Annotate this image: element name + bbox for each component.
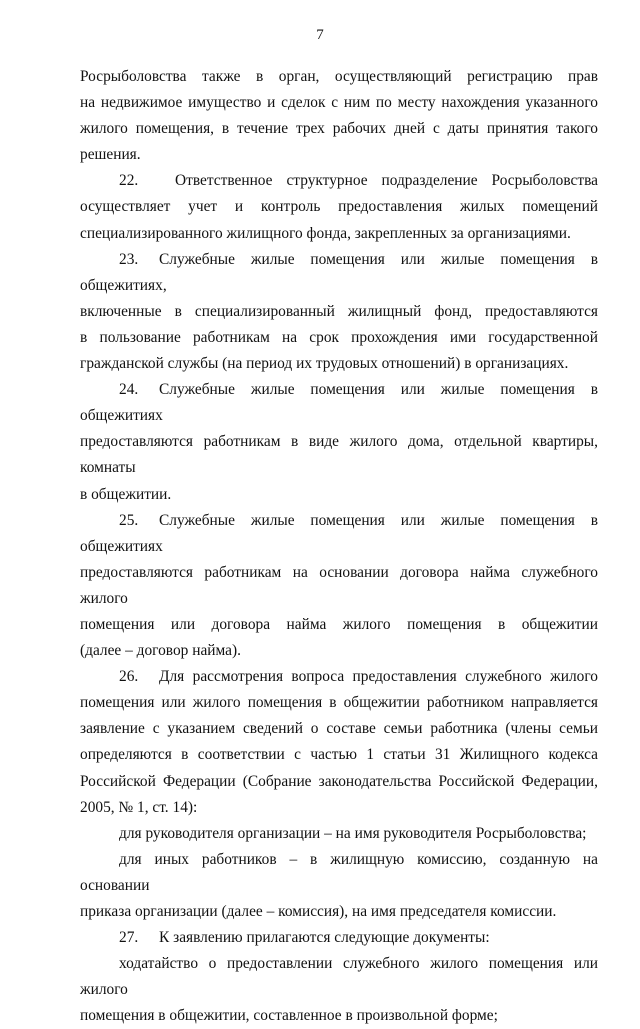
text-line: (далее – договор найма). <box>80 642 241 660</box>
paragraph-number: 25. <box>119 511 139 529</box>
text-line <box>80 925 598 951</box>
paragraph-number: 23. <box>119 250 139 268</box>
text-line: для руководителя организации – на имя руководителя Росрыболовства; <box>119 824 587 842</box>
text-line: определяются в соответствии с частью 1 статьи 31 Жилищного кодекса <box>80 746 598 764</box>
text-line: предоставляются работникам в виде жилого дома, отдельной квартиры, комнаты <box>80 433 598 477</box>
text-line <box>80 377 598 429</box>
paragraph-number: 24. <box>119 381 139 399</box>
paragraph <box>80 821 598 847</box>
paragraph <box>80 847 598 925</box>
text-line: заявление с указанием сведений о составе семьи работника (члены семьи <box>80 720 598 738</box>
paragraph-number: 27. <box>119 929 139 947</box>
text-line <box>80 508 598 560</box>
text-fragment: Для рассмотрения вопроса предоставления служебного жилого <box>159 668 598 686</box>
paragraph <box>80 64 598 168</box>
paragraph <box>80 168 598 246</box>
text-line: предоставляются работникам на основании договора найма служебного жилого <box>80 563 598 607</box>
text-line: Российской Федерации (Собрание законодательства Российской Федерации, <box>80 772 598 790</box>
text-line: специализированного жилищного фонда, закрепленных за организациями. <box>80 224 571 242</box>
page-number: 7 <box>316 27 324 43</box>
paragraph <box>80 664 598 821</box>
document-body <box>80 64 598 1029</box>
text-line: помещения или договора найма жилого помещения в общежитии <box>80 615 598 633</box>
text-line: на недвижимое имущество и сделок с ним по месту нахождения указанного <box>80 94 598 112</box>
text-line: помещения в общежитии, составленное в произвольной форме; <box>80 1007 498 1025</box>
text-line: помещения или жилого помещения в общежитии работником направляется <box>80 694 598 712</box>
text-fragment: Служебные жилые помещения или жилые помещения в общежитиях, <box>80 250 598 294</box>
text-line: гражданской службы (на период их трудовых отношений) в организациях. <box>80 355 569 373</box>
paragraph-number: 26. <box>119 668 139 686</box>
text-fragment: К заявлению прилагаются следующие документы: <box>159 929 490 947</box>
paragraph <box>80 247 598 377</box>
paragraph-number: 22. <box>119 172 139 190</box>
text-line: решения. <box>80 146 141 164</box>
paragraph <box>80 925 598 951</box>
text-line <box>80 664 598 690</box>
text-line: включенные в специализированный жилищный фонд, предоставляются <box>80 302 598 320</box>
text-line: в общежитии. <box>80 485 172 503</box>
text-fragment: Служебные жилые помещения или жилые помещения в общежитиях <box>80 381 598 425</box>
text-line: приказа организации (далее – комиссия), на имя председателя комиссии. <box>80 903 557 920</box>
text-fragment: Ответственное структурное подразделение Росрыболовства <box>175 172 598 190</box>
text-line <box>80 247 598 299</box>
text-line: жилого помещения, в течение трех рабочих дней с даты принятия такого <box>80 120 598 138</box>
paragraph <box>80 377 598 507</box>
text-line: 2005, № 1, ст. 14): <box>80 798 198 816</box>
paragraph <box>80 508 598 665</box>
text-line: в пользование работникам на срок прохождения ими государственной <box>80 328 598 346</box>
text-line <box>80 168 598 194</box>
text-line: для иных работников – в жилищную комиссию, созданную на основании <box>80 850 598 894</box>
text-line: осуществляет учет и контроль предоставления жилых помещений <box>80 198 598 216</box>
text-fragment: Служебные жилые помещения или жилые помещения в общежитиях <box>80 511 598 555</box>
text-line: ходатайство о предоставлении служебного жилого помещения или жилого <box>80 955 598 999</box>
paragraph <box>80 951 598 1029</box>
text-line: Росрыболовства также в орган, осуществляющий регистрацию прав <box>80 68 598 85</box>
